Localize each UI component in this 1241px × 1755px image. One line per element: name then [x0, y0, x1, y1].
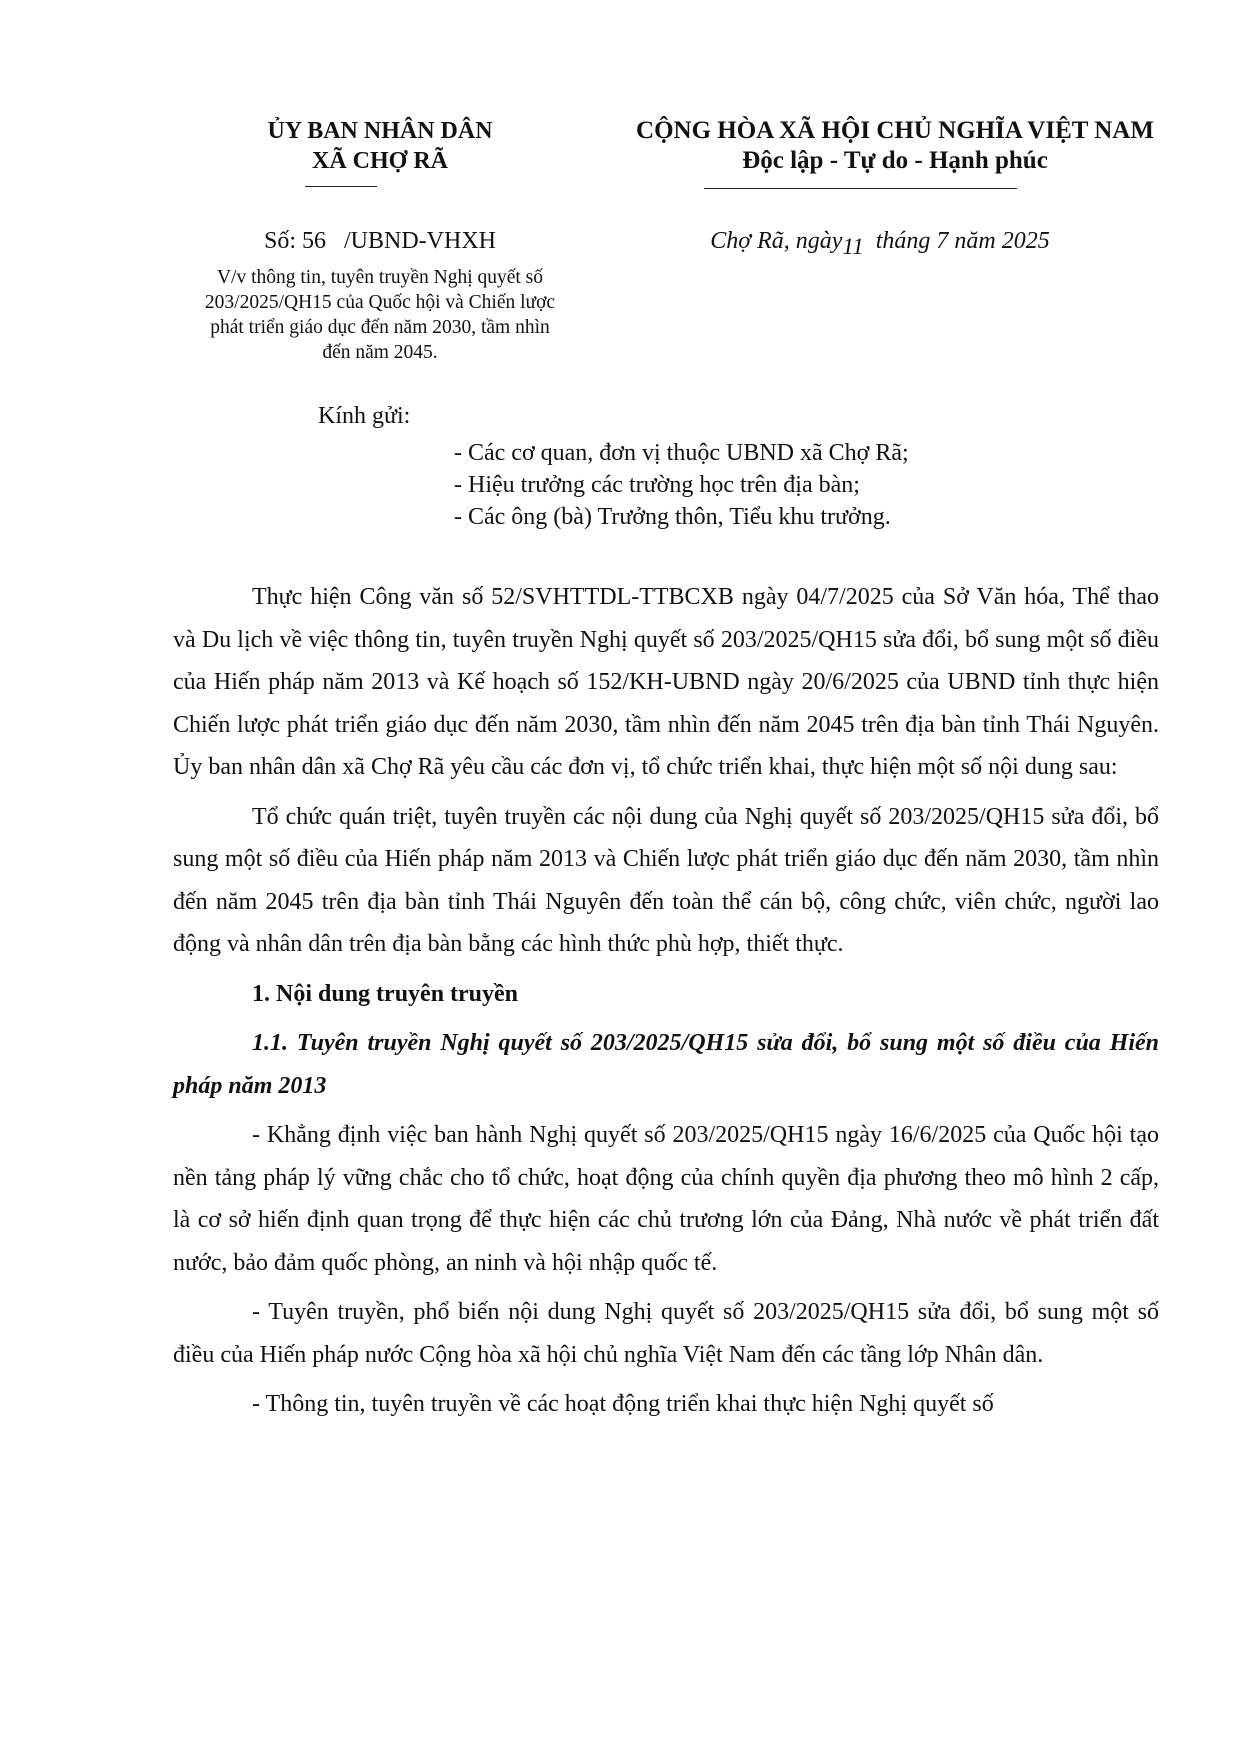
- section-1-heading: 1. Nội dung truyên truyền: [252, 980, 519, 1007]
- bullet-paragraph: - Khẳng định việc ban hành Nghị quyết số 203/2025/QH15 ngày 16/6/2025 của Quốc hội tạo nền tảng pháp lý vững chắc cho tổ chức, hoạt động của chính quyền địa phương theo mô hình 2 cấp, là cơ sở hiến định quan trọng để thực hiện các chủ trương lớn của Đảng, Nhà nước về phát triển đất nước, bảo đảm quốc phòng, an ninh và hội nhập quốc tế.: [173, 1122, 1159, 1276]
- document-date: [640, 226, 1120, 259]
- recipient-item: - Các cơ quan, đơn vị thuộc UBND xã Chợ Rã;: [454, 440, 909, 466]
- agency-line-2: XÃ CHỢ RÃ: [312, 148, 448, 174]
- agency-line-1: ỦY BAN NHÂN DÂN: [267, 118, 493, 144]
- national-header: [600, 116, 1190, 176]
- document-subject: V/v thông tin, tuyên truyền Nghị quyết số 203/2025/QH15 của Quốc hội và Chiến lược phát triển giáo dục đến năm 2030, tầm nhìn đến năm 2045.: [204, 267, 556, 363]
- issuing-agency: [215, 116, 545, 176]
- national-motto: Độc lập - Tự do - Hạnh phúc: [742, 147, 1048, 174]
- directive-paragraph: Tổ chức quán triệt, tuyên truyền các nội dung của Nghị quyết số 203/2025/QH15 sửa đổi, bổ sung một số điều của Hiến pháp năm 2013 và Chiến lược phát triển giáo dục đến năm 2030, tầm nhìn đến năm 2045 trên địa bàn tỉnh Thái Nguyên đến toàn thể cán bộ, công chức, viên chức, người lao động và nhân dân trên địa bàn bằng các hình thức phù hợp, thiết thực.: [173, 803, 1159, 957]
- document-body: [173, 576, 1159, 1433]
- document-number: Số: 56 /UBND-VHXH: [263, 228, 496, 254]
- date-day: 11: [842, 234, 864, 259]
- recipient-item: - Các ông (bà) Trưởng thôn, Tiểu khu trưởng.: [454, 504, 891, 530]
- bullet-paragraph: - Thông tin, tuyên truyền về các hoạt động triển khai thực hiện Nghị quyết số: [252, 1391, 994, 1417]
- agency-underline: [305, 186, 377, 187]
- intro-paragraph: Thực hiện Công văn số 52/SVHTTDL-TTBCXB ngày 04/7/2025 của Sở Văn hóa, Thể thao và Du lịch về việc thông tin, tuyên truyền Nghị quyết số 203/2025/QH15 sửa đổi, bổ sung một số điều của Hiến pháp năm 2013 và Kế hoạch số 152/KH-UBND ngày 20/6/2025 của UBND tỉnh thực hiện Chiến lược phát triển giáo dục đến năm 2030, tầm nhìn đến năm 2045 trên địa bàn tỉnh Thái Nguyên. Ủy ban nhân dân xã Chợ Rã yêu cầu các đơn vị, tổ chức triển khai, thực hiện một số nội dung sau:: [173, 584, 1159, 780]
- recipient-item: - Hiệu trưởng các trường học trên địa bàn;: [454, 472, 860, 498]
- date-suffix: tháng 7 năm 2025: [863, 228, 1050, 254]
- motto-underline: [704, 188, 1017, 189]
- date-prefix: Chợ Rã, ngày: [710, 228, 843, 254]
- recipients-label: Kính gửi:: [318, 403, 411, 429]
- country-name: CỘNG HÒA XÃ HỘI CHỦ NGHĨA VIỆT NAM: [636, 117, 1154, 144]
- recipients-list: [454, 437, 909, 533]
- bullet-paragraph: - Tuyên truyền, phổ biến nội dung Nghị quyết số 203/2025/QH15 sửa đổi, bổ sung một số điều của Hiến pháp nước Cộng hòa xã hội chủ nghĩa Việt Nam đến các tầng lớp Nhân dân.: [173, 1299, 1159, 1368]
- section-1-1-heading: 1.1. Tuyên truyền Nghị quyết số 203/2025/QH15 sửa đổi, bổ sung một số điều của Hiến pháp năm 2013: [173, 1030, 1159, 1099]
